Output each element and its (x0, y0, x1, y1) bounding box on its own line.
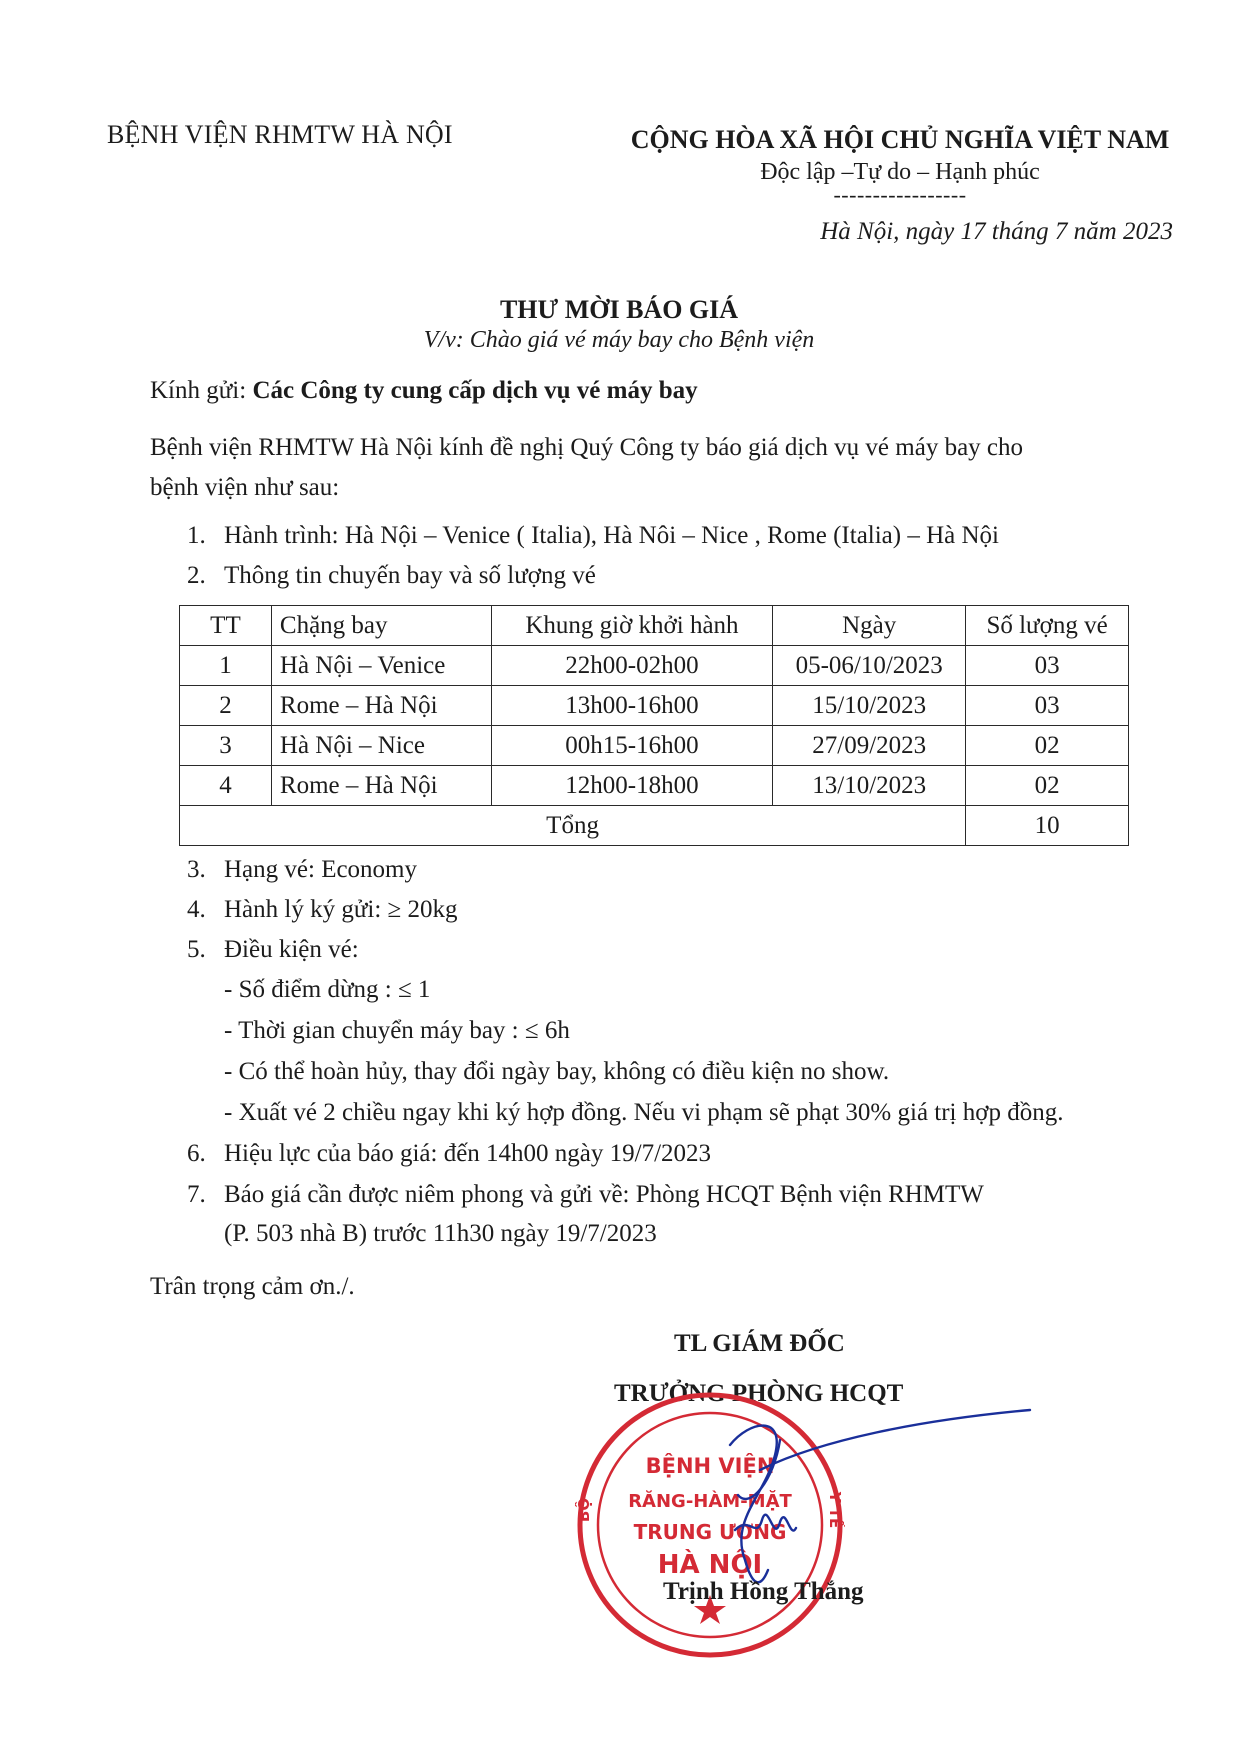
list-text: Thông tin chuyến bay và số lượng vé (224, 562, 596, 589)
stamp-text: RĂNG-HÀM-MẶT (628, 1491, 792, 1512)
stamp-text: TRUNG ƯƠNG (633, 1520, 787, 1544)
table-row (180, 686, 1129, 726)
table-cell: 22h00-02h00 (491, 646, 773, 686)
table-cell: 13h00-16h00 (491, 686, 773, 726)
stamp-text: HÀ NỘI (657, 1550, 763, 1580)
table-cell: 12h00-18h00 (491, 766, 773, 806)
list-number: 2. (187, 562, 206, 589)
greeting (150, 377, 698, 405)
national-header (580, 125, 1220, 208)
table-cell: 00h15-16h00 (491, 726, 773, 766)
list-number: 4. (187, 896, 206, 923)
list-number: 7. (187, 1181, 206, 1208)
intro-paragraph: Bệnh viện RHMTW Hà Nội kính đề nghị Quý Công ty báo giá dịch vụ vé máy bay cho bệnh viện như sau: (150, 434, 1024, 501)
table-row (180, 646, 1129, 686)
list-text: Điều kiện vé: (224, 936, 359, 963)
document-subtitle: V/v: Chào giá vé máy bay cho Bệnh viện (423, 327, 815, 353)
greeting-recipient: Các Công ty cung cấp dịch vụ vé máy bay (252, 377, 698, 404)
organization-name: BỆNH VIỆN RHMTW HÀ NỘI (107, 120, 453, 149)
table-cell: 03 (966, 646, 1129, 686)
list-text: Hạng vé: Economy (224, 856, 418, 883)
table-header-row (180, 606, 1129, 646)
condition-item: - Số điểm dừng : ≤ 1 (224, 976, 431, 1003)
table-cell: 4 (180, 766, 272, 806)
table-cell: 03 (966, 686, 1129, 726)
list-text: Báo giá cần được niêm phong và gửi về: Phòng HCQT Bệnh viện RHMTW (224, 1181, 984, 1208)
list-number: 1. (187, 522, 206, 549)
table-cell: 15/10/2023 (773, 686, 966, 726)
nation-name: CỘNG HÒA XÃ HỘI CHỦ NGHĨA VIỆT NAM (630, 125, 1170, 154)
table-row (180, 766, 1129, 806)
header-separator: ----------------- (833, 182, 967, 207)
document-date: Hà Nội, ngày 17 tháng 7 năm 2023 (820, 218, 1173, 245)
national-motto: Độc lập –Tự do – Hạnh phúc (760, 159, 1040, 185)
table-cell: 3 (180, 726, 272, 766)
condition-item: - Xuất vé 2 chiều ngay khi ký hợp đồng. Nếu vi phạm sẽ phạt 30% giá trị hợp đồng. (224, 1099, 1064, 1126)
signatory-title: TL GIÁM ĐỐC (674, 1330, 845, 1357)
table-cell: 13/10/2023 (773, 766, 966, 806)
total-value: 10 (966, 806, 1129, 846)
total-label: Tổng (180, 806, 966, 846)
table-cell: 2 (180, 686, 272, 726)
closing-line: Trân trọng cảm ơn./. (150, 1273, 355, 1300)
stamp-text: BỆNH VIỆN (645, 1454, 775, 1478)
stamp-text: BỘ (575, 1497, 593, 1523)
condition-item: - Thời gian chuyển máy bay : ≤ 6h (224, 1017, 570, 1044)
flight-table (179, 605, 1129, 846)
list-text: Hành lý ký gửi: ≥ 20kg (224, 896, 458, 923)
condition-item: - Có thể hoàn hủy, thay đổi ngày bay, không có điều kiện no show. (224, 1058, 890, 1085)
table-header-cell: Khung giờ khởi hành (491, 606, 773, 646)
table-cell: 27/09/2023 (773, 726, 966, 766)
table-header-cell: Ngày (773, 606, 966, 646)
list-text: Hiệu lực của báo giá: đến 14h00 ngày 19/7/2023 (224, 1140, 712, 1167)
table-header-cell: TT (180, 606, 272, 646)
table-cell: 1 (180, 646, 272, 686)
list-continuation: (P. 503 nhà B) trước 11h30 ngày 19/7/2023 (224, 1220, 657, 1247)
greeting-label: Kính gửi: (150, 377, 247, 404)
list-number: 3. (187, 856, 206, 883)
table-cell: 02 (966, 766, 1129, 806)
table-cell: Rome – Hà Nội (271, 766, 491, 806)
table-total-row (180, 806, 1129, 846)
table-row (180, 726, 1129, 766)
document-title: THƯ MỜI BÁO GIÁ (499, 295, 739, 324)
table-cell: 02 (966, 726, 1129, 766)
list-number: 6. (187, 1140, 206, 1167)
table-cell: Hà Nội – Venice (271, 646, 491, 686)
table-cell: 05-06/10/2023 (773, 646, 966, 686)
handwritten-signature (690, 1400, 1040, 1600)
list-text: Hành trình: Hà Nội – Venice ( Italia), Hà Nôi – Nice , Rome (Italia) – Hà Nội (224, 522, 999, 549)
table-header-cell: Chặng bay (271, 606, 491, 646)
table-cell: Rome – Hà Nội (271, 686, 491, 726)
signatory-name: Trịnh Hồng Thắng (663, 1578, 864, 1605)
table-cell: Hà Nội – Nice (271, 726, 491, 766)
stamp-text: Y TẾ (826, 1491, 844, 1529)
table-header-cell: Số lượng vé (966, 606, 1129, 646)
signatory-position: TRƯỞNG PHÒNG HCQT (614, 1380, 904, 1407)
list-number: 5. (187, 936, 206, 963)
